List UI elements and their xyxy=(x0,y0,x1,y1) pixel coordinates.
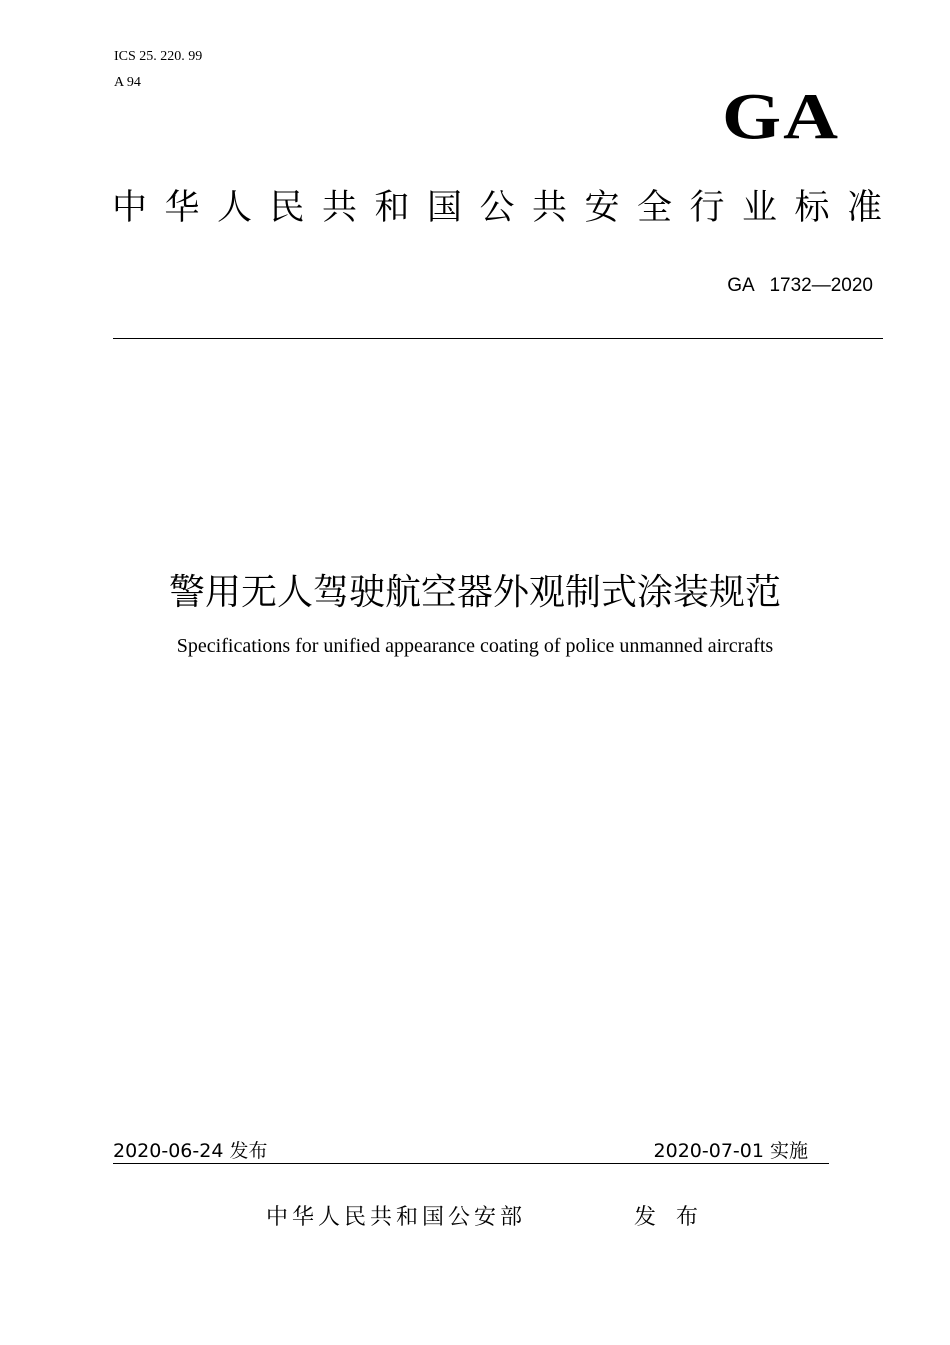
ics-code: ICS 25. 220. 99 xyxy=(114,49,203,64)
ga-logo: GA xyxy=(722,80,840,154)
document-title-chinese: 警用无人驾驶航空器外观制式涂装规范 xyxy=(168,572,781,613)
document-title-english: Specifications for unified appearance coating of police unmanned aircrafts xyxy=(176,635,774,657)
header-divider xyxy=(113,338,883,339)
effective-date: 2020-07-01 实施 xyxy=(653,1140,808,1162)
issue-label: 发布 xyxy=(634,1205,719,1230)
industry-standard-heading: 中华人民共和国公共安全行业标准 xyxy=(112,188,900,228)
issuing-authority: 中华人民共和国公安部 xyxy=(266,1205,527,1230)
publish-date: 2020-06-24 发布 xyxy=(113,1140,268,1162)
dates-divider xyxy=(113,1163,829,1164)
standard-number: GA 1732—2020 xyxy=(727,275,873,296)
ccs-code: A 94 xyxy=(114,75,141,90)
